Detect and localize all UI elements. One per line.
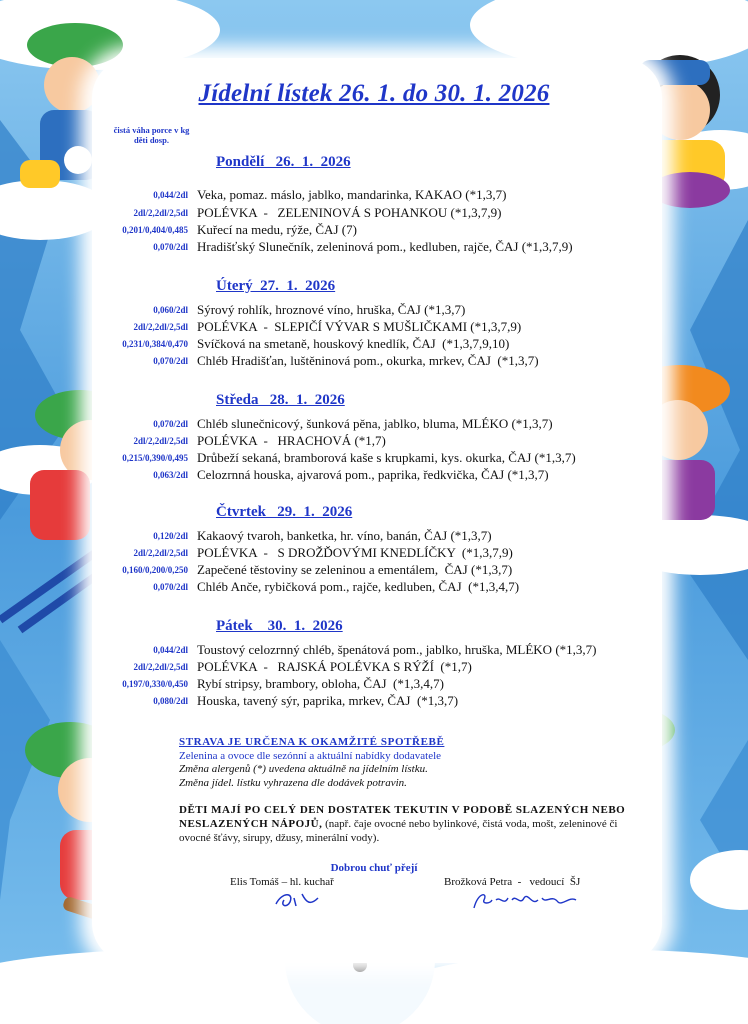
portion-qty: 0,070/2dl: [153, 419, 188, 429]
menu-row: [0, 336, 748, 353]
portion-qty: 0,197/0,330/0,450: [122, 679, 188, 689]
menu-row: [0, 642, 748, 659]
portion-qty: 2dl/2,2dl/2,5dl: [133, 208, 188, 218]
menu-row: [0, 319, 748, 336]
menu-row: [0, 205, 748, 222]
page-title: Jídelní lístek 26. 1. do 30. 1. 2026: [198, 80, 550, 107]
menu-row: [0, 353, 748, 370]
menu-row: [0, 579, 748, 596]
day-heading-monday: Pondělí 26. 1. 2026: [216, 154, 351, 170]
portion-qty: 0,201/0,404/0,485: [122, 225, 188, 235]
dish-text: POLÉVKA - ZELENINOVÁ S POHANKOU (*1,3,7,9): [197, 205, 502, 220]
portion-qty: 0,044/2dl: [153, 190, 188, 200]
day-heading-thursday: Čtvrtek 29. 1. 2026: [216, 504, 353, 520]
drinks-notice: [179, 803, 634, 845]
dish-text: Sýrový rohlík, hroznové víno, hruška, ČAJ (*1,3,7): [197, 302, 466, 317]
dish-text: Houska, tavený sýr, paprika, mrkev, ČAJ (*1,3,7): [197, 693, 459, 708]
dish-text: POLÉVKA - HRACHOVÁ (*1,7): [197, 433, 386, 448]
portion-weight-note: [104, 125, 199, 145]
menu-row: [0, 467, 748, 484]
portion-qty: 0,080/2dl: [153, 696, 188, 706]
day-heading-tuesday: Úterý 27. 1. 2026: [216, 278, 336, 294]
menu-row: [0, 562, 748, 579]
dish-text: Drůbeží sekaná, bramborová kaše s krupkami, kys. okurka, ČAJ (*1,3,7): [197, 450, 576, 465]
menu-row: [0, 433, 748, 450]
portion-qty: 0,070/2dl: [153, 582, 188, 592]
portion-weight-label: čistá váha porce v kg: [113, 125, 190, 135]
portion-columns-label: děti dosp.: [134, 135, 169, 145]
dish-text: Zapečené těstoviny se zeleninou a ementálem, ČAJ (*1,3,7): [197, 562, 513, 577]
day-heading-wednesday: Středa 28. 1. 2026: [216, 392, 345, 408]
dish-text: Chléb Ančе, rybičková pom., rajče, kedluben, ČAJ (*1,3,4,7): [197, 579, 520, 594]
menu-row: [0, 545, 748, 562]
portion-qty: 0,070/2dl: [153, 242, 188, 252]
menu-row: [0, 676, 748, 693]
menu-row: [0, 659, 748, 676]
dish-text: POLÉVKA - RAJSKÁ POLÉVKA S RÝŽÍ (*1,7): [197, 659, 472, 674]
portion-qty: 0,231/0,384/0,470: [122, 339, 188, 349]
seasonal-note: Zelenina a ovoce dle sezónní a aktuální nabídky dodavatele: [179, 750, 479, 764]
dish-text: Svíčková na smetaně, houskový knedlík, ČAJ (*1,3,7,9,10): [197, 336, 510, 351]
menu-row: [0, 450, 748, 467]
portion-qty: 0,063/2dl: [153, 470, 188, 480]
menu-row: [0, 416, 748, 433]
menu-row: [0, 222, 748, 239]
dish-text: Celozrnná houska, ajvarová pom., paprika, ředkvička, ČAJ (*1,3,7): [197, 467, 549, 482]
consumption-notice: STRAVA JE URČENA K OKAMŽITÉ SPOTŘEBĚ: [179, 736, 479, 750]
dish-text: POLÉVKA - S DROŽĎOVÝMI KNEDLÍČKY (*1,3,7,9): [197, 545, 513, 560]
dish-text: Chléb slunečnicový, šunková pěna, jablko, bluma, MLÉKO (*1,3,7): [197, 416, 553, 431]
dish-text: Hradišťský Slunečník, zeleninová pom., kedluben, rajče, ČAJ (*1,3,7,9): [197, 239, 573, 254]
menu-row: [0, 187, 748, 204]
portion-qty: 0,215/0,390/0,495: [122, 453, 188, 463]
menu-row: [0, 528, 748, 545]
dish-text: Veka, pomaz. máslo, jablko, mandarinka, KAKAO (*1,3,7): [197, 187, 507, 202]
dish-text: Kuřecí na medu, rýže, ČAJ (7): [197, 222, 357, 237]
portion-qty: 0,160/0,200/0,250: [122, 565, 188, 575]
manager-handwritten-signature: [470, 888, 580, 914]
bon-appetit: Dobrou chuť přejí: [330, 862, 418, 874]
manager-signature-name: Brožková Petra - vedoucí ŠJ: [444, 876, 581, 888]
dish-text: Rybí stripsy, brambory, obloha, ČAJ (*1,3,4,7): [197, 676, 444, 691]
notes-block: [179, 736, 479, 790]
portion-qty: 0,070/2dl: [153, 356, 188, 366]
cook-signature-name: Elis Tomáš – hl. kuchař: [230, 876, 334, 888]
drinks-notice-bold: DĚTI MAJÍ PO CELÝ DEN DOSTATEK TEKUTIN V PODOBĚ SLAZENÝCH NEBO NESLAZENÝCH NÁPOJŮ,: [179, 804, 626, 830]
day-heading-friday: Pátek 30. 1. 2026: [216, 618, 343, 634]
dish-text: Chléb Hradišťan, luštěninová pom., okurka, mrkev, ČAJ (*1,3,7): [197, 353, 539, 368]
dish-text: Kakaový tvaroh, banketka, hr. víno, banán, ČAJ (*1,3,7): [197, 528, 492, 543]
portion-qty: 0,060/2dl: [153, 305, 188, 315]
menu-row: [0, 302, 748, 319]
portion-qty: 2dl/2,2dl/2,5dl: [133, 322, 188, 332]
menu-row: [0, 239, 748, 256]
menu-change-note: Změna jídel. lístku vyhrazena dle dodávek potravin.: [179, 777, 479, 791]
dish-text: Toustový celozrnný chléb, špenátová pom., jablko, hruška, MLÉKO (*1,3,7): [197, 642, 597, 657]
drinks-notice-detail: (např. čaje ovocné nebo bylinkové, čistá voda, mošt, zeleninové či ovocné šťávy, sirupy, džusy, minerální vody).: [179, 818, 618, 844]
portion-qty: 2dl/2,2dl/2,5dl: [133, 436, 188, 446]
portion-qty: 0,120/2dl: [153, 531, 188, 541]
menu-row: [0, 693, 748, 710]
portion-qty: 2dl/2,2dl/2,5dl: [133, 548, 188, 558]
portion-qty: 0,044/2dl: [153, 645, 188, 655]
allergen-note: Změna alergenů (*) uvedena aktuálně na jídelním lístku.: [179, 763, 479, 777]
dish-text: POLÉVKA - SLEPIČÍ VÝVAR S MUŠLIČKAMI (*1,3,7,9): [197, 319, 522, 334]
cook-handwritten-signature: [272, 888, 322, 912]
portion-qty: 2dl/2,2dl/2,5dl: [133, 662, 188, 672]
